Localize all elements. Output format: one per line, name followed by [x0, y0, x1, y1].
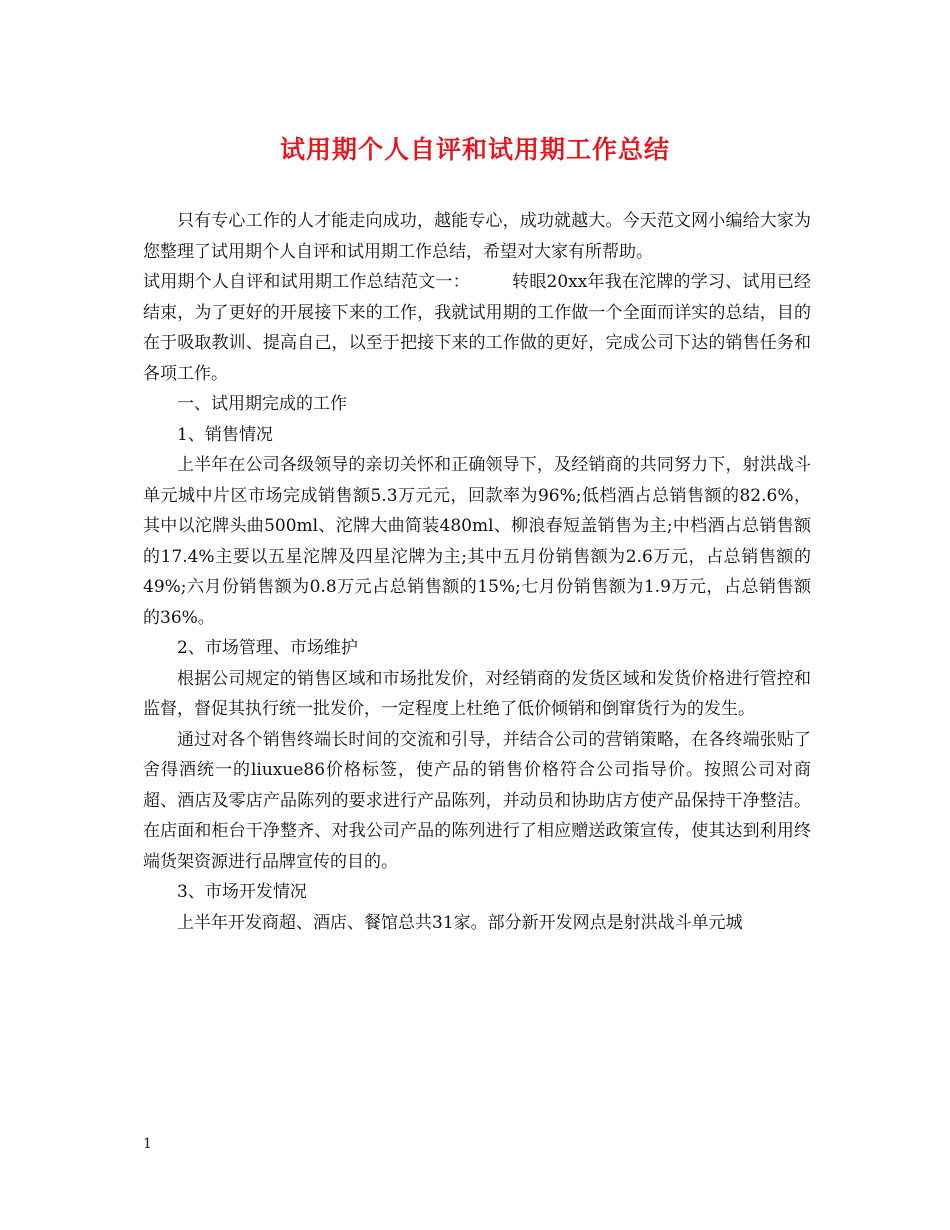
document-title: 试用期个人自评和试用期工作总结 [279, 135, 670, 164]
sample-paragraph [143, 267, 811, 389]
section-heading: 一、试用期完成的工作 [177, 394, 347, 414]
sample-text: 转眼20xx年我在沱牌的学习、试用已经结束，为了更好的开展接下来的工作，我就试用期的工作做一个全面而详实的总结，目的在于吸取教训、提高自己，以至于把接下来的工作做的更好，完成公司下达的销售任务和各项工作。 [143, 272, 811, 384]
page-number: 1 [143, 1136, 152, 1152]
subsection-heading: 3、市场开发情况 [177, 882, 307, 902]
document-body [143, 206, 811, 938]
subsection-heading: 2、市场管理、市场维护 [177, 638, 358, 658]
subsection-heading: 1、销售情况 [177, 424, 273, 445]
sample-heading: 试用期个人自评和试用期工作总结范文一： [143, 272, 470, 292]
body-paragraph: 上半年开发商超、酒店、餐馆总共31家。部分新开发网点是射洪战斗单元城 [177, 912, 743, 933]
body-paragraph: 上半年在公司各级领导的亲切关怀和正确领导下，及经销商的共同努力下，射洪战斗单元城中片区市场完成销售额5.3万元元，回款率为96%;低档酒占总销售额的82.6%，其中以沱牌头曲500ml、沱牌大曲简装480ml、柳浪春短盖销售为主;中档酒占总销售额的17.4%主要以五星沱牌及四星沱牌为主;其中五月份销售额为2.6万元，占总销售额的49%;六月份销售额为0.8万元占总销售额的15%;七月份销售额为1.9万元，占总销售额的36%。 [143, 455, 811, 628]
body-paragraph: 通过对各个销售终端长时间的交流和引导，并结合公司的营销策略，在各终端张贴了舍得酒统一的liuxue86价格标签，使产品的销售价格符合公司指导价。按照公司对商超、酒店及零店产品陈列的要求进行产品陈列，并动员和协助店方使产品保持干净整洁。在店面和柜台干净整齐、对我公司产品的陈列进行了相应赠送政策宣传，使其达到利用终端货架资源进行品牌宣传的目的。 [143, 729, 811, 872]
intro-paragraph: 只有专心工作的人才能走向成功，越能专心，成功就越大。今天范文网小编给大家为您整理了试用期个人自评和试用期工作总结，希望对大家有所帮助。 [143, 211, 811, 262]
body-paragraph: 根据公司规定的销售区域和市场批发价，对经销商的发货区域和发货价格进行管控和监督，督促其执行统一批发价，一定程度上杜绝了低价倾销和倒窜货行为的发生。 [143, 668, 811, 719]
